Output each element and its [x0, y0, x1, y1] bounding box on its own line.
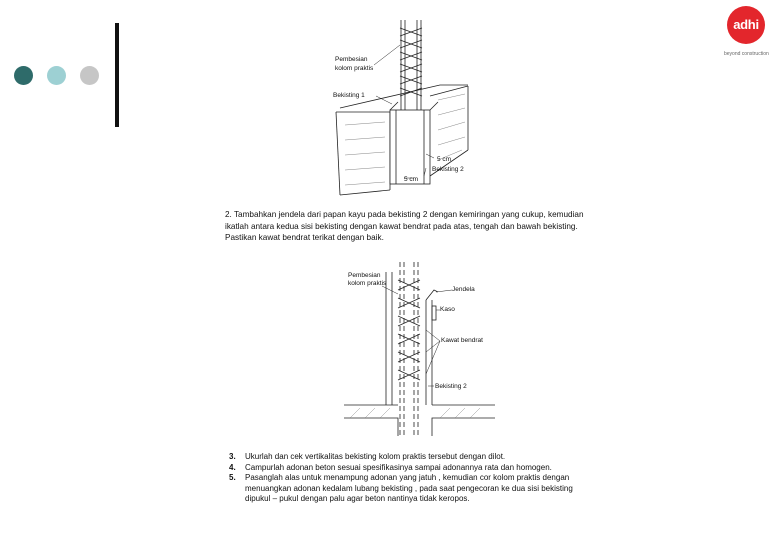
fig1-label-bekisting1: Bekisting 1	[333, 92, 365, 99]
fig1-label-kolom: kolom praktis	[335, 65, 374, 72]
adhi-logo: adhi	[727, 6, 765, 44]
list-item	[229, 463, 589, 474]
step-text: Pasanglah alas untuk menampung adonan yang jatuh , kemudian cor kolom praktis dengan menuangkan adonan kedalam lubang bekisting , pada saat pengecoran ke dua sisi bekisting dipukul – pukul dengan palu agar beton nantinya tidak keropos.	[245, 473, 573, 504]
fig1-label-pembesian: Pembesian	[335, 56, 368, 63]
fig2-label-kaso: Kaso	[440, 306, 455, 313]
list-item	[229, 473, 589, 505]
fig2-label-kawat: Kawat bendrat	[441, 337, 483, 344]
list-item	[229, 452, 589, 463]
fig1-label-5cm-b: 5 cm	[404, 176, 419, 183]
fig1-label-5cm-a: 5 cm	[437, 156, 452, 163]
fig2-label-bekisting2: Bekisting 2	[435, 383, 467, 390]
fig1-label-bekisting2: Bekisting 2	[432, 166, 464, 173]
step-number: 5.	[229, 473, 236, 483]
steps-list	[229, 452, 589, 505]
step-text: Campurlah adonan beton sesuai spesifikasinya sampai adonannya rata dan homogen.	[245, 462, 552, 472]
step-number: 4.	[229, 462, 236, 472]
fig2-label-jendela: Jendela	[452, 286, 475, 293]
step-2-text: 2. Tambahkan jendela dari papan kayu pada bekisting 2 dengan kemiringan yang cukup, kemudian ikatlah antara kedua sisi bekisting dengan kawat bendrat pada atas, tengah dan bawah bekisting. Pastikan kawat bendrat terikat dengan baik.	[225, 210, 584, 243]
step-text: Ukurlah dan cek vertikalitas bekisting kolom praktis tersebut dengan dilot.	[245, 452, 506, 461]
fig2-label-kolom: kolom praktis	[348, 280, 387, 287]
logo-tagline: beyond construction	[724, 51, 769, 57]
step-number: 3.	[229, 452, 236, 461]
fig2-label-pembesian: Pembesian	[348, 272, 381, 279]
